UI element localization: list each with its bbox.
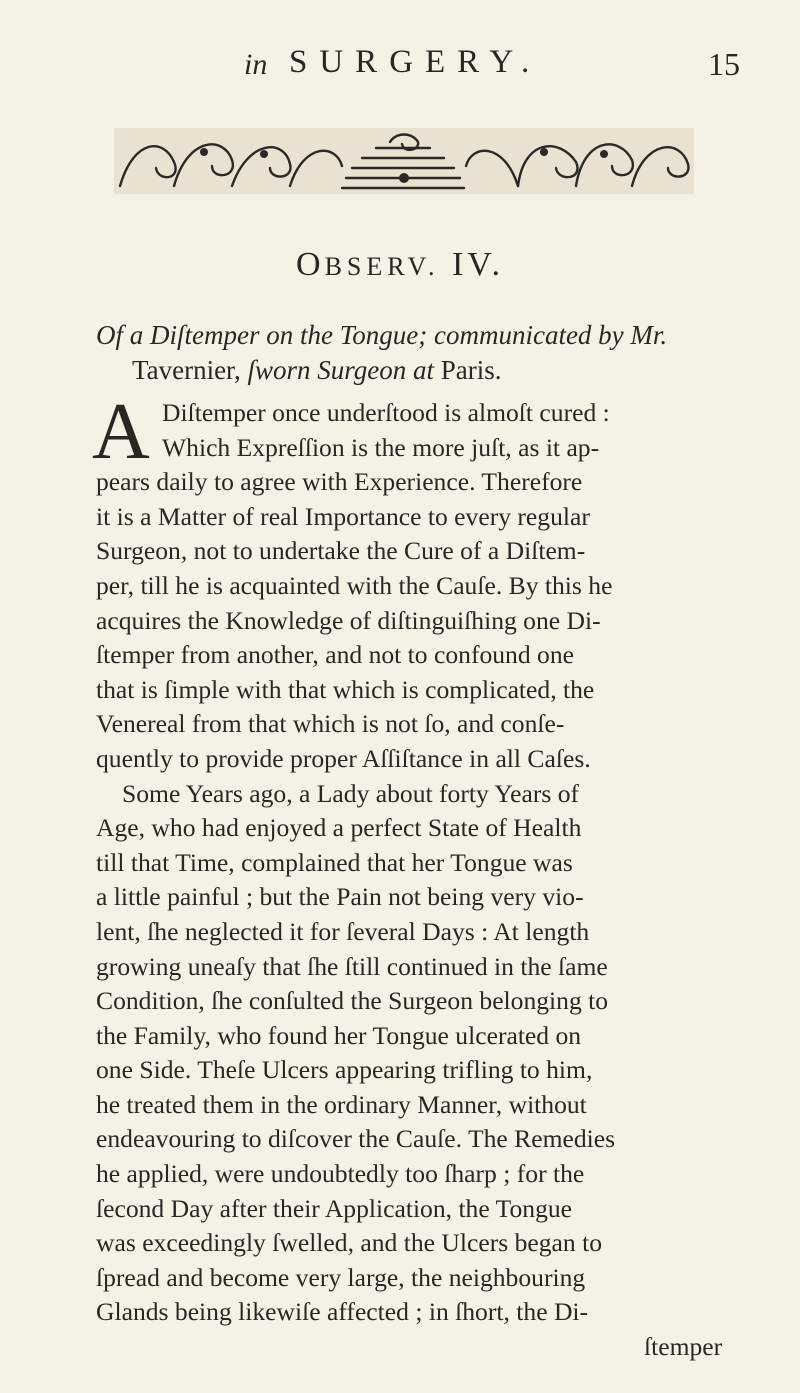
body-line: Age, who had enjoyed a perfect State of Health (96, 813, 582, 843)
observation-number: IV. (451, 246, 504, 283)
running-head-title: SURGERY. (289, 44, 542, 80)
body-line: a little painful ; but the Pain not being very vio- (96, 882, 584, 912)
body-line: one Side. Theſe Ulcers appearing trifling to him, (96, 1055, 593, 1085)
scrollwork-headpiece-ornament (114, 128, 694, 194)
body-line: ſpread and become very large, the neighbouring (96, 1262, 586, 1292)
body-line: Surgeon, not to undertake the Cure of a Diſtem- (96, 536, 586, 566)
body-line: the Family, who found her Tongue ulcerated on (96, 1020, 582, 1050)
body-line: per, till he is acquainted with the Cauſe. By this he (96, 570, 613, 600)
drop-cap: A (92, 388, 150, 476)
body-line: lent, ſhe neglected it for ſeveral Days : At length (96, 916, 590, 946)
body-line: Glands being likewiſe affected ; in ſhort, the Di- (96, 1297, 589, 1327)
body-line: till that Time, complained that her Tongue was (96, 847, 573, 877)
body-line: Condition, ſhe conſulted the Surgeon belonging to (96, 986, 609, 1016)
observation-title-smallcaps: BSERV. (324, 252, 440, 281)
body-line: he applied, were undoubtedly too ſharp ; for the (96, 1159, 585, 1189)
body-line: Diſtemper once underſtood is almoſt cured : (162, 398, 610, 427)
running-head (0, 42, 800, 86)
catchword: ſtemper (644, 1332, 723, 1362)
body-line: quently to provide proper Aſſiſtance in all Caſes. (96, 743, 591, 773)
body-line: ſecond Day after their Application, the Tongue (96, 1193, 573, 1223)
body-line: that is ſimple with that which is complicated, the (96, 674, 595, 704)
page-number: 15 (708, 46, 740, 82)
body-line: ſtemper from another, and not to confound one (96, 640, 575, 670)
body-text (92, 388, 740, 1365)
running-head-prefix: in (244, 48, 268, 81)
body-line: was exceedingly ſwelled, and the Ulcers began to (96, 1228, 603, 1258)
body-line: Which Expreſſion is the more juſt, as it ap- (162, 432, 600, 462)
place-name: Paris. (440, 355, 502, 385)
body-line: he treated them in the ordinary Manner, without (96, 1089, 587, 1119)
body-line: Some Years ago, a Lady about forty Years of (122, 778, 580, 808)
body-line: growing uneaſy that ſhe ſtill continued in the ſame (96, 951, 608, 981)
surgeon-name: Tavernier, (132, 355, 241, 385)
body-line: acquires the Knowledge of diſtinguiſhing one Di- (96, 605, 601, 635)
body-line: Venereal from that which is not ſo, and conſe- (96, 709, 565, 739)
observation-title-initial: O (296, 246, 325, 283)
body-line: it is a Matter of real Importance to every regular (96, 501, 590, 531)
subtitle-part-2: ſworn Surgeon at (247, 355, 434, 385)
body-line: pears daily to agree with Experience. Therefore (96, 467, 583, 497)
observation-title (0, 246, 800, 284)
observation-subtitle (96, 318, 736, 388)
subtitle-line-2 (96, 353, 736, 388)
body-line: endeavouring to diſcover the Cauſe. The Remedies (96, 1124, 616, 1154)
subtitle-part-1: Of a Diſtemper on the Tongue; communicated by Mr. (96, 320, 668, 350)
